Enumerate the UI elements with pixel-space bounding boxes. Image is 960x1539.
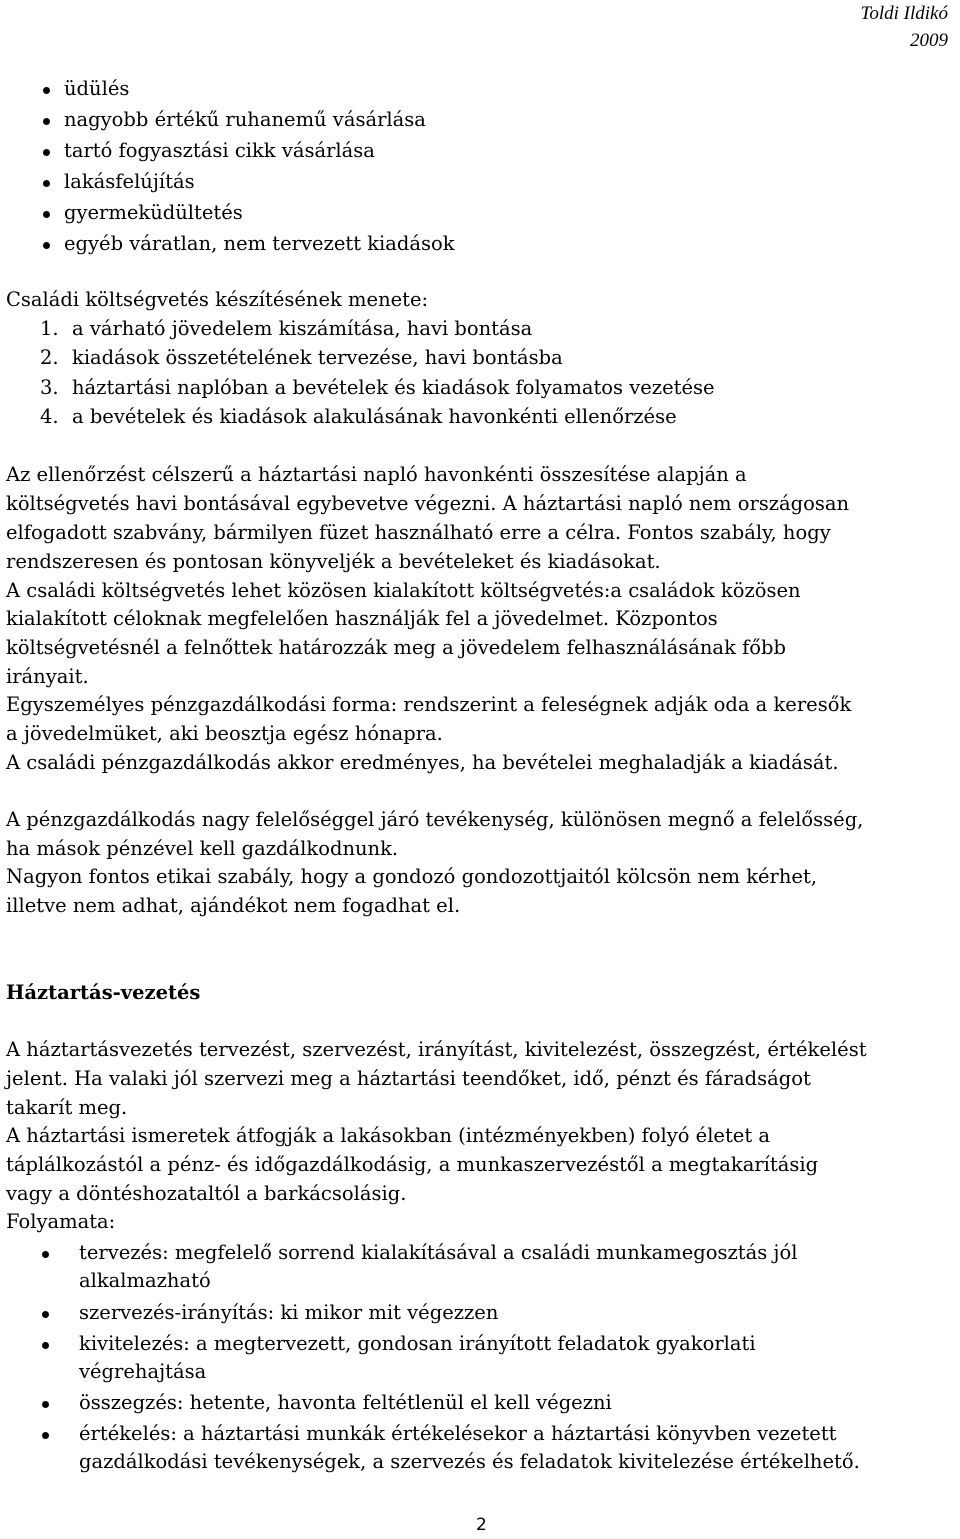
step-item bbox=[40, 315, 532, 343]
paragraph-line: illetve nem adhat, ajándékot nem fogadhat el. bbox=[6, 894, 461, 917]
paragraph-line: rendszeresen és pontosan könyveljék a bevételeket és kiadásokat. bbox=[6, 550, 661, 573]
page-number: 2 bbox=[476, 1515, 487, 1535]
paragraph-line: Nagyon fontos etikai szabály, hogy a gondozó gondozottjaitól kölcsön nem kérhet, bbox=[6, 865, 818, 888]
paragraph-line: költségvetésnél a felnőttek határozzák meg a jövedelem felhasználásának főbb bbox=[6, 636, 786, 659]
paragraph-line: elfogadott szabvány, bármilyen füzet használható erre a célra. Fontos szabály, hogy bbox=[6, 521, 831, 544]
paragraph-line: irányait. bbox=[6, 665, 89, 688]
step-text: a várható jövedelem kiszámítása, havi bontása bbox=[72, 317, 533, 340]
paragraph-line: takarít meg. bbox=[6, 1096, 128, 1119]
paragraph-line: jelent. Ha valaki jól szervezi meg a háztartási teendőket, idő, pénzt és fáradságot bbox=[6, 1067, 811, 1090]
step-text: háztartási naplóban a bevételek és kiadások folyamatos vezetése bbox=[72, 376, 715, 399]
step-item bbox=[40, 403, 677, 431]
paragraph-line: A családi pénzgazdálkodás akkor eredményes, ha bevételei meghaladják a kiadását. bbox=[6, 751, 839, 774]
paragraph-line: kialakított céloknak megfelelően használják fel a jövedelmet. Központos bbox=[6, 607, 718, 630]
paragraph-line: A pénzgazdálkodás nagy felelőséggel járó tevékenység, különösen megnő a felelősség, bbox=[6, 808, 864, 831]
list-item: tartó fogyasztási cikk vásárlása bbox=[64, 137, 375, 165]
list-item: tervezés: megfelelő sorrend kialakításával a családi munkamegosztás jól bbox=[79, 1239, 797, 1267]
step-number: 1. bbox=[40, 317, 59, 340]
list-item: gyermeküdültetés bbox=[64, 199, 243, 227]
list-item: egyéb váratlan, nem tervezett kiadások bbox=[64, 230, 455, 258]
step-item bbox=[40, 344, 563, 372]
header-year: 2009 bbox=[910, 30, 948, 51]
author-name: Toldi Ildikó bbox=[860, 3, 948, 24]
page-header bbox=[861, 0, 948, 54]
list-item: szervezés-irányítás: ki mikor mit végezzen bbox=[79, 1299, 498, 1327]
step-item bbox=[40, 374, 715, 402]
paragraph-line: a jövedelmüket, aki beosztja egész hónapra. bbox=[6, 722, 443, 745]
paragraph-line: ha mások pénzével kell gazdálkodnunk. bbox=[6, 837, 399, 860]
list-item: kivitelezés: a megtervezett, gondosan irányított feladatok gyakorlati bbox=[79, 1330, 756, 1358]
paragraph-line: Az ellenőrzést célszerű a háztartási napló havonkénti összesítése alapján a bbox=[6, 463, 747, 486]
list-item: üdülés bbox=[64, 75, 129, 103]
step-number: 3. bbox=[40, 376, 59, 399]
paragraph-line: Egyszemélyes pénzgazdálkodási forma: rendszerint a feleségnek adják oda a keresők bbox=[6, 693, 852, 716]
paragraph-line: vagy a döntéshozataltól a barkácsolásig. bbox=[6, 1182, 407, 1205]
list-item-continuation: gazdálkodási tevékenységek, a szervezés és feladatok kivitelezése értékelhető. bbox=[79, 1450, 860, 1473]
paragraph-line: A háztartásvezetés tervezést, szervezést, irányítást, kivitelezést, összegzést, értékelést bbox=[6, 1038, 867, 1061]
step-text: a bevételek és kiadások alakulásának havonkénti ellenőrzése bbox=[72, 405, 677, 428]
section-heading: Háztartás-vezetés bbox=[6, 981, 201, 1004]
step-text: kiadások összetételének tervezése, havi bontásba bbox=[72, 346, 563, 369]
paragraph-line: költségvetés havi bontásával egybevetve végezni. A háztartási napló nem országosan bbox=[6, 492, 850, 515]
paragraph-line: Folyamata: bbox=[6, 1210, 116, 1233]
list-item: nagyobb értékű ruhanemű vásárlása bbox=[64, 106, 426, 134]
steps-title: Családi költségvetés készítésének menete: bbox=[6, 288, 429, 311]
step-number: 2. bbox=[40, 346, 59, 369]
list-item: lakásfelújítás bbox=[64, 168, 195, 196]
step-number: 4. bbox=[40, 405, 59, 428]
list-item: összegzés: hetente, havonta feltétlenül el kell végezni bbox=[79, 1389, 612, 1417]
list-item-continuation: alkalmazható bbox=[79, 1269, 211, 1292]
list-item: értékelés: a háztartási munkák értékelésekor a háztartási könyvben vezetett bbox=[79, 1420, 837, 1448]
list-item-continuation: végrehajtása bbox=[79, 1360, 207, 1383]
paragraph-line: táplálkozástól a pénz- és időgazdálkodásig, a munkaszervezéstől a megtakarításig bbox=[6, 1153, 819, 1176]
paragraph-line: A háztartási ismeretek átfogják a lakásokban (intézményekben) folyó életet a bbox=[6, 1124, 771, 1147]
paragraph-line: A családi költségvetés lehet közösen kialakított költségvetés:a családok közösen bbox=[6, 579, 801, 602]
